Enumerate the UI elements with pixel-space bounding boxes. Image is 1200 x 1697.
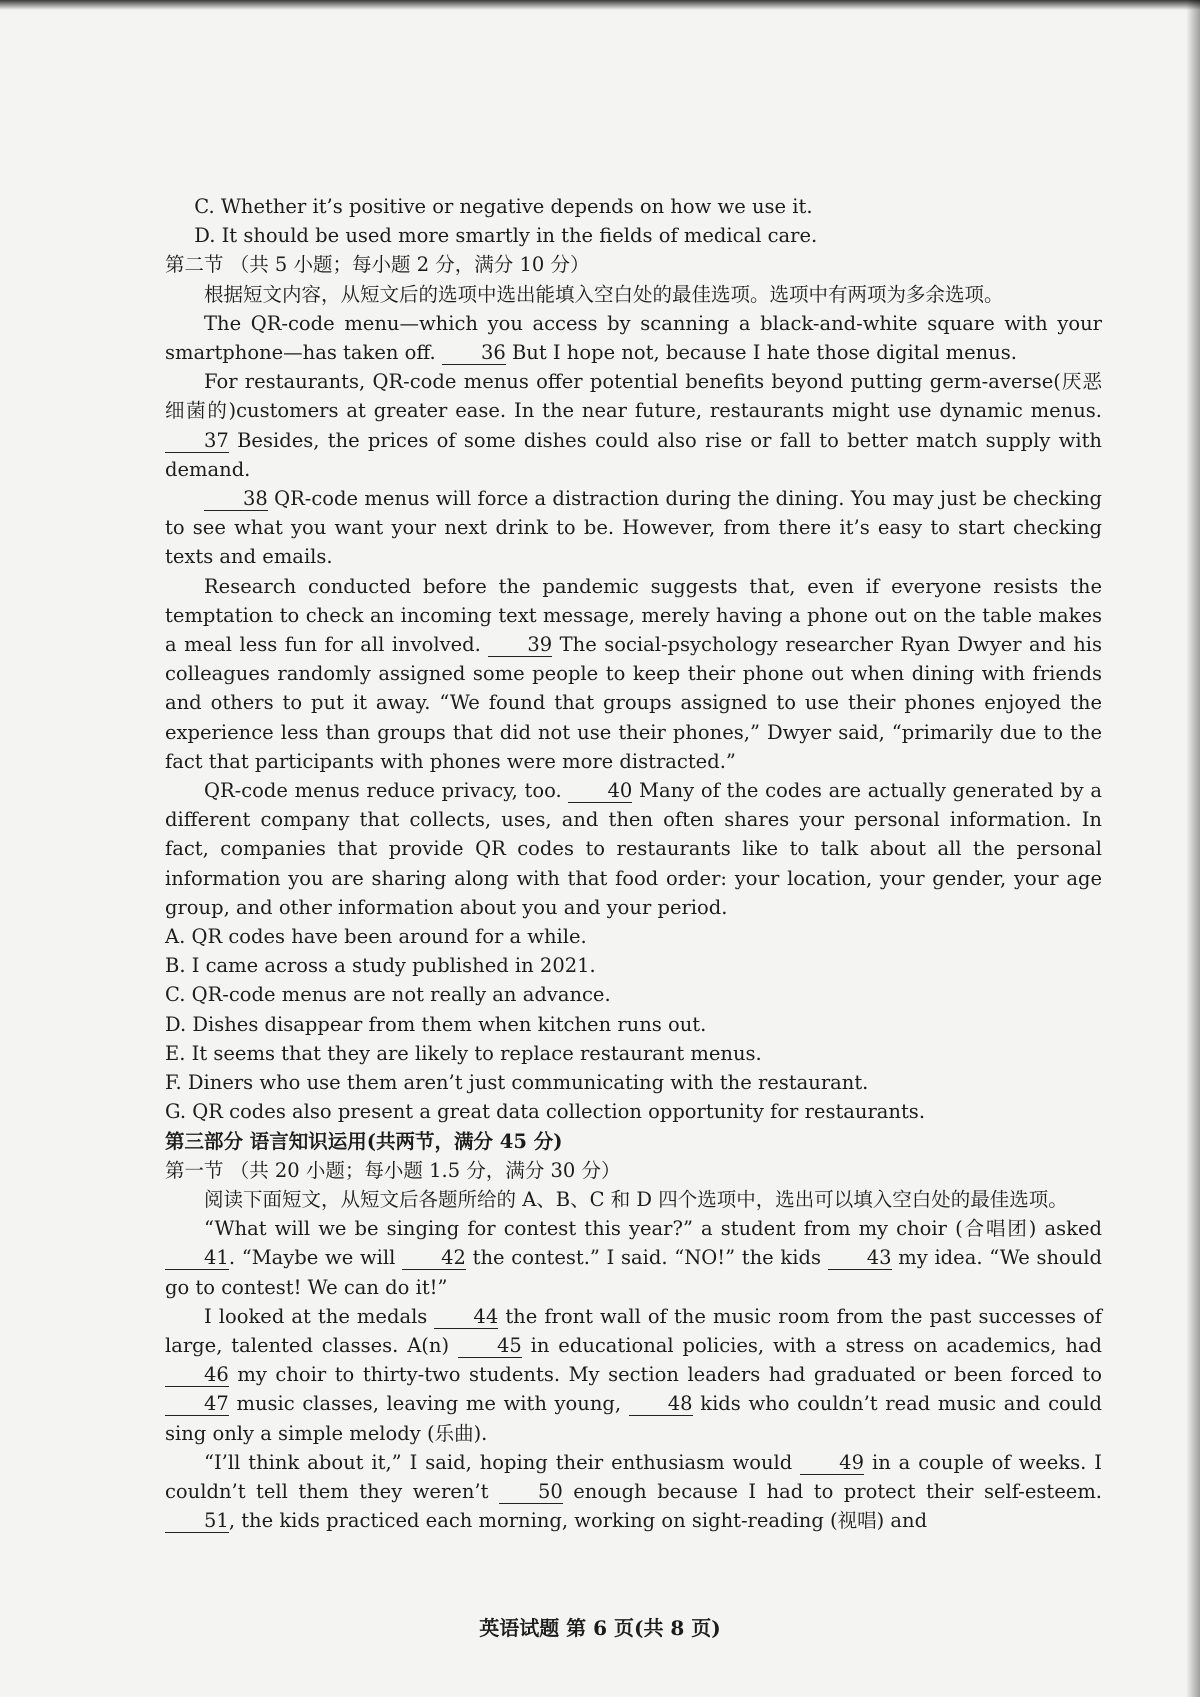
option-c-previous: C. Whether it’s positive or negative depends on how we use it. — [194, 195, 813, 218]
section2-heading: 第二节 （共 5 小题；每小题 2 分，满分 10 分） — [165, 253, 590, 277]
blank-36: 36 — [442, 342, 506, 365]
blank-37: 37 — [165, 430, 229, 453]
blank-46: 46 — [165, 1364, 229, 1387]
option-f: F. Diners who use them aren’t just communicating with the restaurant. — [165, 1071, 869, 1095]
page-footer: 英语试题 第 6 页(共 8 页) — [479, 1616, 721, 1640]
blank-38: 38 — [204, 488, 268, 511]
scan-top-edge — [0, 0, 1200, 10]
passage-paragraph-1: The QR-code menu—which you access by scanning a black-and-white square with your smartphone—has taken off. 36 But I hope not, because I hate those digital menus. — [165, 311, 1102, 365]
passage-paragraph-4: Research conducted before the pandemic suggests that, even if everyone resists the temptation to check an incoming text message, merely having a phone out on the table makes a meal less fun for all involved. 39 The social-psychology researcher Ryan Dwyer and his colleagues randomly assigned some people to keep their phone out when dining with friends and others to put it away. “We found that groups assigned to use their phones enjoyed the experience less than groups that did not use their phones,” Dwyer said, “primarily due to the fact that participants with phones were more distracted.” — [165, 574, 1102, 773]
option-d-previous: D. It should be used more smartly in the fields of medical care. — [194, 224, 818, 248]
section2-instruction: 根据短文内容，从短文后的选项中选出能填入空白处的最佳选项。选项中有两项为多余选项。 — [204, 282, 1004, 306]
blank-40: 40 — [568, 780, 632, 803]
option-b: B. I came across a study published in 2021. — [165, 954, 596, 978]
cloze-paragraph-3: “I’ll think about it,” I said, hoping their enthusiasm would 49 in a couple of weeks. I couldn’t tell them they weren’t 50 enough because I had to protect their self-esteem. 51, the kids practiced each morning, working on sight-reading (视唱) and — [165, 1450, 1103, 1533]
blank-47: 47 — [165, 1393, 229, 1416]
option-a: A. QR codes have been around for a while. — [165, 925, 587, 949]
blank-49: 49 — [800, 1452, 864, 1475]
blank-48: 48 — [629, 1393, 693, 1416]
blank-42: 42 — [402, 1247, 466, 1270]
part3-instruction: 阅读下面短文，从短文后各题所给的 A、B、C 和 D 四个选项中，选出可以填入空白处的最佳选项。 — [204, 1187, 1068, 1211]
blank-43: 43 — [828, 1247, 892, 1270]
passage-paragraph-2: For restaurants, QR-code menus offer potential benefits beyond putting germ-averse(厌恶细菌的)customers at greater ease. In the near future, restaurants might use dynamic menus. 37 Besides, the prices of some dishes could also rise or fall to better match supply with demand. — [165, 370, 1102, 481]
option-e: E. It seems that they are likely to replace restaurant menus. — [165, 1041, 762, 1065]
scan-right-edge — [1186, 0, 1200, 1697]
exam-page — [165, 192, 1102, 1535]
blank-44: 44 — [434, 1306, 498, 1329]
blank-41: 41 — [165, 1247, 229, 1270]
passage-paragraph-3: 38 QR-code menus will force a distraction during the dining. You may just be checking to see what you want your next drink to be. However, from there it’s easy to start checking texts and emails. — [165, 487, 1102, 569]
blank-51: 51 — [165, 1510, 229, 1533]
cloze-paragraph-1: “What will we be singing for contest this year?” a student from my choir (合唱团) asked 41. “Maybe we will 42 the contest.” I said. “NO!” the kids 43 my idea. “We should go to contest! We can do it!” — [165, 1217, 1103, 1299]
part3-section1-heading: 第一节 （共 20 小题；每小题 1.5 分，满分 30 分） — [165, 1158, 621, 1182]
blank-50: 50 — [499, 1481, 563, 1504]
option-g: G. QR codes also present a great data collection opportunity for restaurants. — [165, 1100, 926, 1124]
option-c: C. QR-code menus are not really an advance. — [165, 983, 611, 1007]
passage-paragraph-5: QR-code menus reduce privacy, too. 40 Many of the codes are actually generated by a different company that collects, uses, and then often shares your personal information. In fact, companies that provide QR codes to restaurants like to talk about all the personal information you are sharing along with that food order: your location, your gender, your age group, and other information about you and your period. — [165, 779, 1103, 919]
part3-heading: 第三部分 语言知识运用(共两节，满分 45 分) — [165, 1129, 563, 1153]
option-d: D. Dishes disappear from them when kitchen runs out. — [165, 1012, 707, 1036]
blank-39: 39 — [488, 634, 552, 657]
blank-45: 45 — [458, 1335, 522, 1358]
cloze-paragraph-2: I looked at the medals 44 the front wall of the music room from the past successes of large, talented classes. A(n) 45 in educational policies, with a stress on academics, had 46 my choir to thirty-two students. My section leaders had graduated or been forced to 47 music classes, leaving me with young, 48 kids who couldn’t read music and could sing only a simple melody (乐曲). — [165, 1304, 1103, 1445]
